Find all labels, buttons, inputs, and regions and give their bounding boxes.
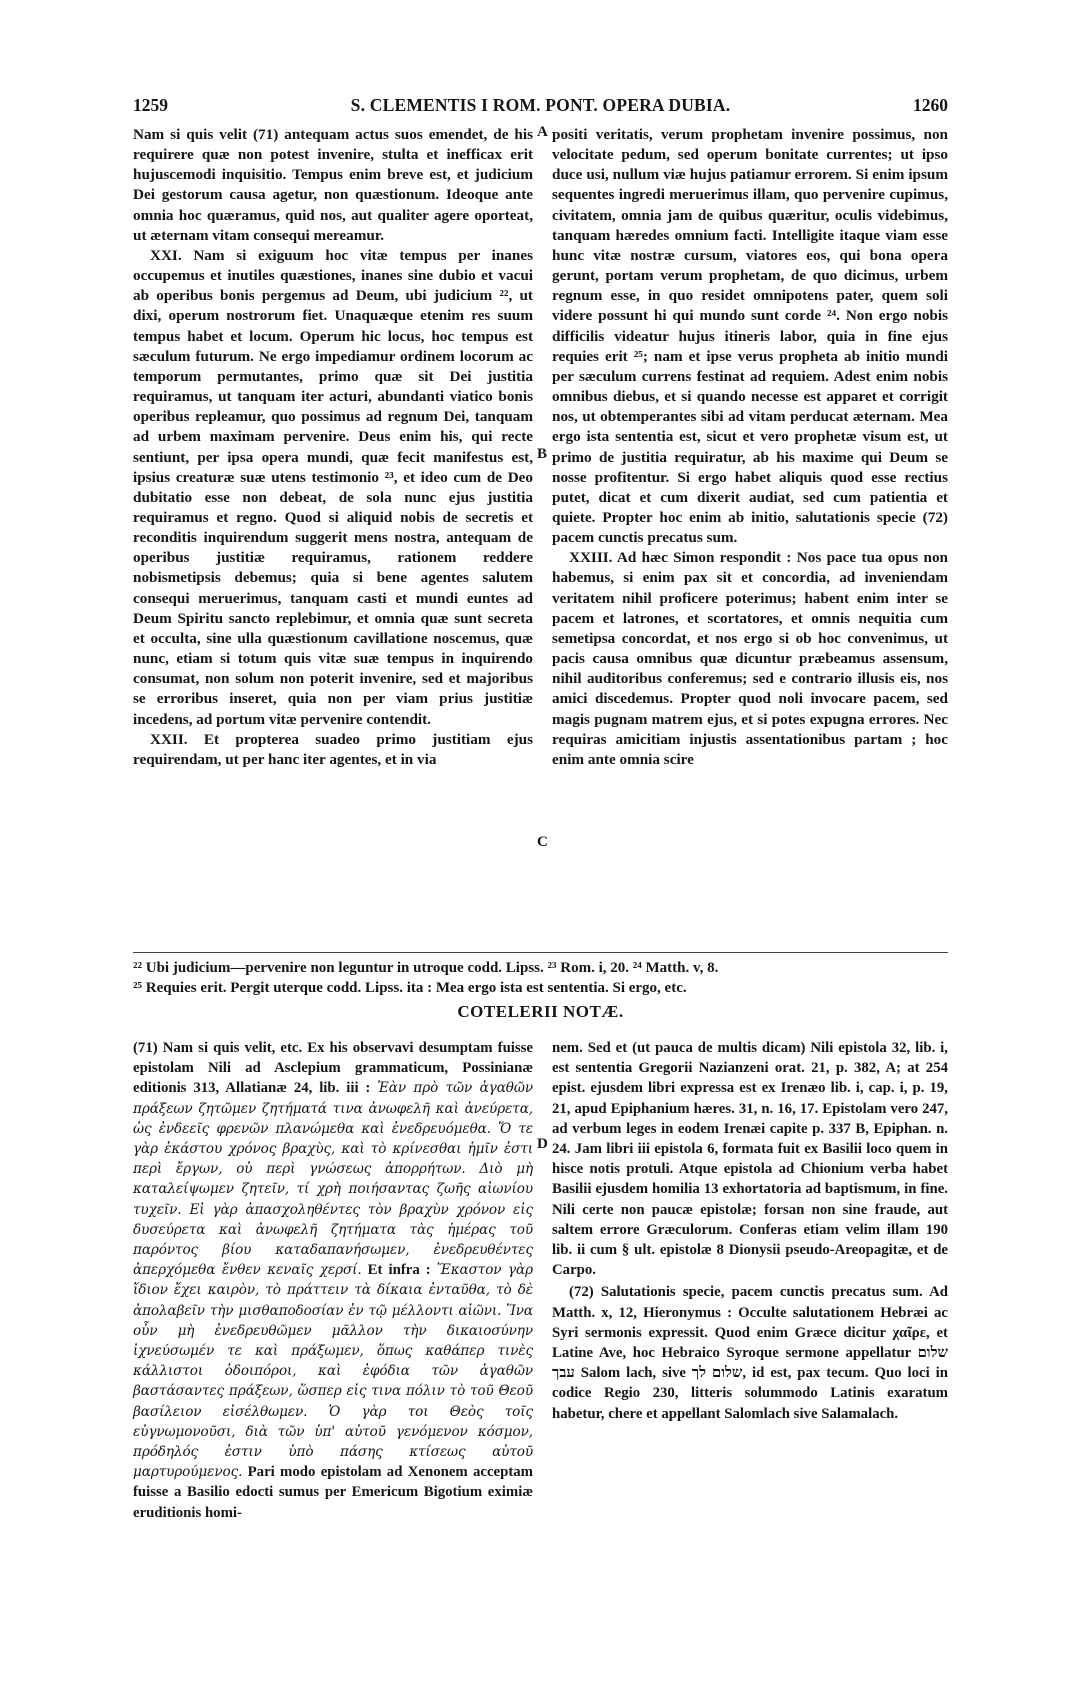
- paragraph: Nam si quis velit (71) antequam actus suos emendet, de his requirere quæ non potest invenire, stulta et inefficax erit hujuscemodi inquisitio. Tempus enim breve est, et judicium Dei gestorum causa agetur, non quæstionum. Ideoque ante omnia hoc quæramus, quid nos, aut qualiter agere oporteat, ut æternam vitam consequi mereamur.: [133, 126, 533, 244]
- margin-letter-d: D: [537, 1136, 548, 1152]
- paragraph-section-xxiii: XXIII. Ad hæc Simon respondit : Nos pace tua opus non habemus, si enim pax sit et concordia, ad inveniendam veritatem nihil proficere poterimus; habent enim inter se pacem et latrones, et scortatores, et omnis nequitia cum semetipsa concordat, et nos ergo si ob hoc convenimus, ut pacis causa omnibus quæ dicuntur præbeamus assensum, nihil auditoribus conferemus; sed e contrario illusis eis, nos amici discedemus. Propter quod noli invocare pacem, sed magis pugnam matrem ejus, et si potes expugna errores. Nec requiras amicitiam injustis assentationibus partam ; hoc enim ante omnia scire: [552, 549, 948, 768]
- footnote-line: ²⁵ Requies erit. Pergit uterque codd. Lipss. ita : Mea ergo ista est sententia. Si ergo, etc.: [133, 980, 687, 996]
- footnotes: [133, 958, 948, 998]
- page-number-right: 1260: [913, 95, 948, 115]
- note-71-end: Pari modo epistolam ad Xenonem acceptam fuisse a Basilio edocti sumus per Emericum Bigotium eximiæ eruditionis homi-: [133, 1464, 534, 1521]
- paragraph-section-xxii: XXII. Et propterea suadeo primo justitiam ejus requirendam, ut per hanc iter agentes, et in via: [133, 730, 533, 768]
- notes-column-right: [552, 1038, 948, 1424]
- margin-letter-a: A: [537, 124, 548, 140]
- text-column-left: [133, 125, 533, 770]
- notes-heading: COTELERII NOTÆ.: [457, 1002, 624, 1021]
- page-header: [133, 93, 948, 119]
- paragraph: positi veritatis, verum prophetam invenire possimus, non velocitate pedum, sed operum bonitate currentes; ut ipso duce usi, nullum viæ hujus patiamur errorem. Si enim ipsum sequentes ingredi meruerimus illam, quo pervenire cupimus, civitatem, omnia jam de quibus quæritur, oculis videbimus, tanquam hæredes omnium facti. Intelligite itaque viam esse hunc vitæ nostræ cursum, viatores eos, qui bona opera gerunt, portam verum prophetam, de quo dicimus, urbem regnum esse, in quo residet omnipotens pater, quem soli videre possunt hi qui mundo sunt corde ²⁴. Non ergo nobis difficilis videatur hujus itineris labor, quia in fine ejus requies erit ²⁵; nam et ipse verus propheta ab initio mundi per sæculum currens festinat ad requiem. Adest enim nobis omnibus diebus, et si quando necesse est apparet et corrigit nos, ut obtemperantes sibi ad vitam perducat æternam. Mea ergo ista sententia est, sicut et vero prophetæ visum est, ut primo de justitia requiratur, ab his maxime qui Deum se nosse profitentur. Si ergo habet aliquis quod esse rectius putet, dicat et cum dixerit audiat, sed cum patientia et quiete. Propter hoc enim ab initio, salutationis specie (72) pacem cunctis precatus sum.: [552, 126, 948, 547]
- note-71-continuation: Et infra :: [367, 1262, 431, 1279]
- margin-letter-b: B: [537, 446, 548, 462]
- notes-column-left: [133, 1038, 533, 1523]
- greek-quotation: Ἐὰν πρὸ τῶν ἀγαθῶν πράξεων ζητῶμεν ζητήματά τινα ἀνωφελῆ καὶ ἀνεύρετα, ὡς ἐνδεεῖς φρενῶν πλανώμεθα καὶ ἐνεδρευόμεθα. Ὅ τε γὰρ ἑκάστου χρόνος βραχὺς, καὶ τὸ κρίνεσθαι ἡμῖν ἐστι περὶ ἔργων, οὐ περὶ γνώσεως ἀπορρήτων. Διὸ μὴ καταλείψωμεν ζητεῖν, τί χρὴ ποιήσαντας ζωῆς αἰωνίου τυχεῖν. Εἰ γὰρ ἀπασχοληθέντες τὸν βραχὺν χρόνον εἰς δυσεύρετα καὶ ἀνωφελῆ ζητήματα τὰς ἡμέρας τοῦ παρόντος βίου καταδαπανήσωμεν, ἐνεδρευθέντες ἀπερχόμεθα ἔνθεν κεναῖς χερσί.: [133, 1080, 534, 1279]
- paragraph-section-xxi: XXI. Nam si exiguum hoc vitæ tempus per inanes occupemus et inutiles quæstiones, inanes sine dubio et vacui ab operibus bonis pergemus ad Deum, ubi judicium ²², ut dixi, operum nostrorum fiet. Unaquæque etenim res suum tempus habet et locum. Operum hic locus, hoc tempus est sæculum futurum. Ne ergo impediamur ordinem locorum ac temporum permutantes, primo quæ sit Dei justitia requiramus, ut tanquam iter acturi, abundanti viatico bonis operibus repleamur, quo possimus ad regnum Dei, tanquam ad urbem maximam pervenire. Deus enim his, qui recte sentiunt, per ipsa opera mundi, quæ fecit manifestus est, ipsius creaturæ suæ utens testimonio ²³, et ideo cum de Deo dubitatio esse non debeat, de sola nunc ejus justitia requiramus et regno. Quod si aliquid nobis de secretis et reconditis inquirendum suggerit mens nostra, antequam de operibus justitiæ requiramus, rationem reddere nobismetipsis debemus; quia si bene agentes salutem consequi meruerimus, tanquam casti et mundi euntes ad Deum Spiritu sancto replebimur, et omnia quæ sunt secreta et occulta, sine ulla quæstionum cavillatione noscemus, quæ nunc, etiam si totum quis vitæ suæ tempus in inquirendo consumat, non solum non poterit invenire, sed et majoribus se erroribus inseret, quia non per viam prius justitiæ incedens, ad portum vitæ pervenire contendit.: [133, 246, 533, 728]
- note-71-intro: (71) Nam si quis velit, etc. Ex his observavi desumptam fuisse epistolam Nili ad Asclepium grammaticum, Possinianæ editionis 313, Allatianæ 24, lib. iii :: [133, 1040, 533, 1097]
- margin-letter-c: C: [537, 834, 548, 850]
- note-paragraph: [133, 1038, 533, 1523]
- note-72: (72) Salutationis specie, pacem cunctis precatus sum. Ad Matth. x, 12, Hieronymus : Occulte salutationem Hebræi ac Syri sermonis expressit. Quod enim Græce dicitur χαῖρε, et Latine Ave, hoc Hebraico Syroque sermone appellatur שלום עבך Salom lach, sive שלום לך, id est, pax tecum. Quo loci in codice Regio 230, litteris solummodo Latinis exaratum habetur, chere et appellant Salomlach sive Salamalach.: [552, 1284, 949, 1422]
- note-paragraph: nem. Sed et (ut pauca de multis dicam) Nili epistola 32, lib. i, est sententia Gregorii Nazianzeni orat. 21, p. 382, A; at 254 epist. ejusdem libri expressa est ex Irenæo lib. i, cap. i, p. 19, 21, apud Epiphanium hæres. 31, n. 16, 17. Epistolam vero 247, ad verbum leges in eodem Irenæi capite p. 337 B, Epiphan. n. 24. Jam libri iii epistola 6, formata fuit ex Basilii loco quem in hisce notis protuli. Atque epistola ad Chionium verba habet Basilii ejusdem homilia 13 exhortatoria ad baptismum, in fine. Nili certe non paucæ epistolæ; forsan non sine fraude, aut saltem errore Græculorum. Conferas etiam velim illam 190 lib. ii cum § ult. epistolæ 8 Dionysii pseudo-Areopagitæ, et de Carpo.: [552, 1040, 948, 1279]
- running-title: S. CLEMENTIS I ROM. PONT. OPERA DUBIA.: [350, 95, 731, 115]
- footnote-rule: [133, 952, 948, 953]
- page-number-left: 1259: [133, 95, 168, 115]
- greek-quotation: Ἕκαστον γὰρ ἴδιον ἔχει καιρὸν, τὸ πράττειν τὰ δίκαια ἐνταῦθα, τὸ δὲ ἀπολαβεῖν τὴν μισθαποδοσίαν ἐν τῷ μέλλοντι αἰῶνι. Ἵνα οὖν μὴ ἐνεδρευθῶμεν μᾶλλον τὴν δικαιοσύνην ἰχνεύσωμέν τε καὶ πράξωμεν, ὅπως καθάπερ τινὲς κάλλιστοι ὁδοιπόροι, καὶ ἐφόδια τῶν ἀγαθῶν βαστάσαντες πράξεων, ὥσπερ εἰς τινα πόλιν τὸ τοῦ Θεοῦ βασίλειον εἰσέλθωμεν. Ὁ γὰρ τοι Θεὸς τοῖς εὐγνωμονοῦσι, διὰ τῶν ὑπ' αὐτοῦ γενόμενον κόσμον, πρόδηλός ἐστιν ὑπὸ πάσης κτίσεως αὐτοῦ μαρτυρούμενος.: [133, 1262, 533, 1481]
- footnote-line: ²² Ubi judicium—pervenire non leguntur in utroque codd. Lipss. ²³ Rom. i, 20. ²⁴ Matth. v, 8.: [133, 960, 719, 976]
- text-column-right: [552, 125, 948, 770]
